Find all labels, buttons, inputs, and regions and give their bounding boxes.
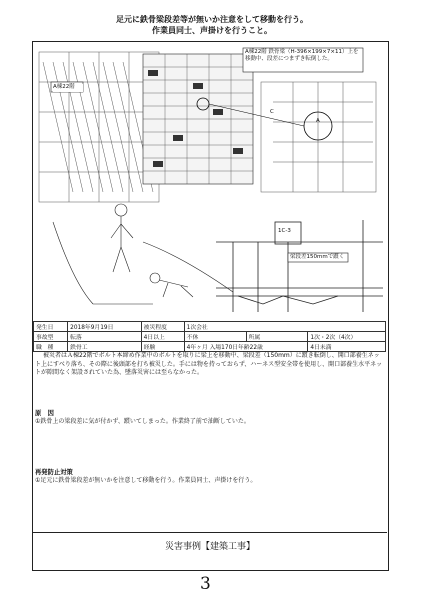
type-value: 転落 — [68, 332, 142, 342]
sign-label: 1C-3 — [278, 228, 291, 234]
job-value: 鉄骨工 — [68, 342, 142, 352]
affil-label: 所属 — [246, 332, 308, 342]
degree-label: 被災程度 — [141, 322, 184, 332]
label-a: A — [316, 118, 320, 124]
prevention-title: 再発防止対策 — [35, 469, 73, 476]
days-value: 4日以上 — [141, 332, 184, 342]
description-text: 被災者はＡ棟22階でボルト本締め作業中のボルトを取りに梁上を移動中、梁段差（150mm）に躓き転倒し、開口部養生ネット上にすべり落ち、その際に後頭部を打ち被災した。手には物を持っておらず、ハーネス型安全帯を使用し、開口部養生水平ネットが隙間なく架設されていた為、墜落災害には至らなかった。 — [35, 352, 383, 377]
cause-title: 原 因 — [35, 410, 54, 417]
header-line-1: 足元に鉄骨梁段差等が無いか注意をして移動を行う。 — [116, 15, 308, 24]
meeting-value: 4日未満 — [308, 342, 386, 352]
page-number: 3 — [200, 574, 211, 594]
job-label: 職 種 — [34, 342, 68, 352]
accident-figure — [33, 42, 386, 320]
cause-text: ①鉄骨上の梁段差に気が付かず、躓いてしまった。作業終了前で油断していた。 — [35, 418, 250, 425]
degree-value: 1次会社 — [184, 322, 385, 332]
label-c: C — [270, 109, 274, 115]
incident-info-table — [33, 321, 386, 352]
type-label: 事故型 — [34, 332, 68, 342]
leave-value: 不休 — [184, 332, 246, 342]
exp-value: 4年ヶ月 入場170日年齢22歳 — [184, 342, 308, 352]
footer-title: 災害事例【建築工事】 — [164, 542, 255, 552]
callout-right: A棟22階 鉄骨梁（H-396×199×7×11）上を移動中、段差につまずき転倒した。 — [245, 49, 359, 62]
date-label: 発生日 — [34, 322, 68, 332]
affil-value: 1次・2次（4次） — [308, 332, 386, 342]
prevention-text: ①足元に鉄骨梁段差が無いかを注意して移動を行う。作業員同士、声掛けを行う。 — [35, 477, 257, 484]
exp-label: 経験 — [141, 342, 184, 352]
header-line-2: 作業員同士、声掛けを行うこと。 — [152, 26, 272, 35]
callout-left: A棟22階 — [53, 84, 83, 92]
footer-divider — [33, 532, 387, 533]
date-value: 2018年9月19日 — [68, 322, 142, 332]
step-label: 梁段差150mmで躓く — [290, 254, 345, 260]
